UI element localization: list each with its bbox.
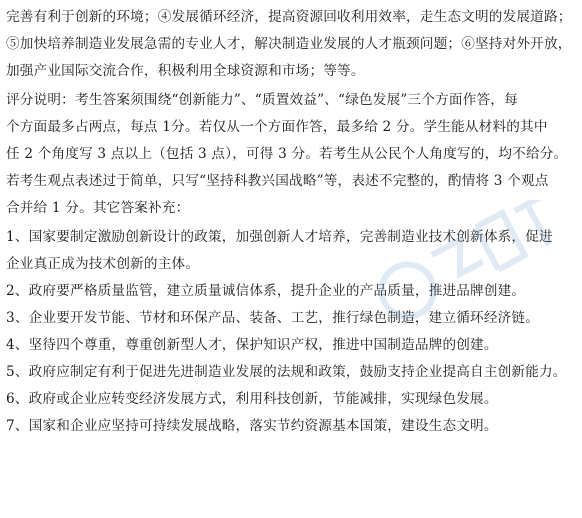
answer-item: 7、国家和企业应坚持可持续发展战略，落实节约资源基本国策，建设生态文明。 [6, 418, 498, 434]
answer-item: 5、政府应制定有利于促进先进制造业发展的法规和政策，鼓励支持企业提高自主创新能力。 [6, 364, 567, 380]
answer-item: 1、国家要制定激励创新设计的政策，加强创新人才培养，完善制造业技术创新体系，促进 [6, 229, 553, 245]
text-line: 完善有利于创新的环境；④发展循环经济，提高资源回收利用效率，走生态文明的发展道路； [6, 9, 572, 25]
text-line: 若考生观点表述过于简单，只写“坚持科教兴国战略”等，表述不完整的，酌情将 3 个观点 [6, 173, 549, 189]
document-page [6, 4, 580, 440]
text-line: 评分说明：考生答案须围绕“创新能力”、“质置效益”、“绿色发展”三个方面作答，每 [6, 92, 518, 108]
answer-continuation [6, 4, 580, 85]
text-line: 加强产业国际交流合作，积极利用全球资源和市场；等等。 [6, 63, 365, 79]
answer-item: 2、政府要严格质量监管，建立质量诚信体系，提升企业的产品质量，推进品牌创建。 [6, 283, 526, 299]
text-line: 任 2 个角度写 3 点以上（包括 3 点），可得 3 分。若考生从公民个人角度写的，均不给分。 [6, 146, 568, 162]
text-line: 合并给 1 分。其它答案补充： [6, 200, 190, 216]
answer-item: 4、坚待四个尊重，尊重创新型人才，保护知识产权，推进中国制造品牌的创建。 [6, 337, 498, 353]
text-line: ⑤加快培养制造业发展急需的专业人才，解决制造业发展的人才瓶颈问题；⑥坚持对外开放， [6, 36, 572, 52]
text-line: 个方面最多占两点，每点 1分。若仅从一个方面作答，最多给 2 分。学生能从材料的其中 [6, 119, 548, 135]
answer-item: 6、政府或企业应转变经济发展方式，利用科技创新，节能减排，实现绿色发展。 [6, 391, 498, 407]
answer-item: 企业真正成为技术创新的主体。 [6, 256, 200, 272]
supplementary-answers [6, 224, 580, 440]
scoring-notes [6, 87, 580, 222]
answer-item: 3、企业要开发节能、节材和环保产品、装备、工艺，推行绿色制造，建立循环经济链。 [6, 310, 540, 326]
